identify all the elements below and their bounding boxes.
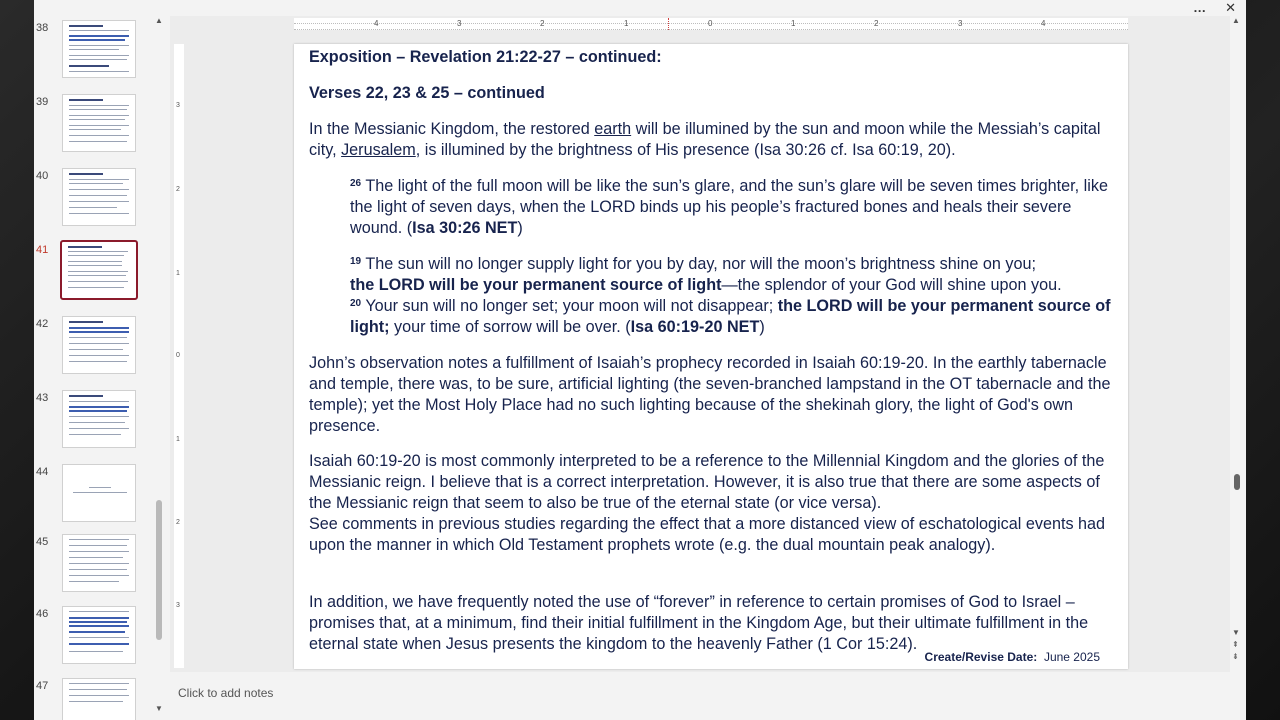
slide-subtitle[interactable]: Verses 22, 23 & 25 – continued (309, 84, 545, 102)
thumbnail-image[interactable] (62, 390, 136, 448)
thumbnail-image[interactable] (62, 168, 136, 226)
ruler-tick: 2 (176, 186, 180, 193)
ruler-tick: 1 (176, 270, 180, 277)
scroll-up-icon[interactable]: ▲ (1232, 16, 1240, 25)
scroll-down-icon[interactable]: ▼ (155, 704, 163, 713)
notes-pane[interactable] (170, 672, 1230, 720)
link-earth[interactable]: earth (594, 120, 632, 138)
window-controls (1166, 0, 1246, 16)
thumbnail-image[interactable] (62, 316, 136, 374)
thumbnail-number: 46 (36, 608, 49, 620)
paragraph-intro[interactable]: In the Messianic Kingdom, the restored earth will be illumined by the sun and moon while the Messiah’s capital city, Jerusalem, is illumined by the brightness of His presence (Isa 30:26 cf. Isa 60:19, 20). (309, 120, 1101, 159)
presentation-window (34, 0, 1246, 720)
ruler-tick: 3 (958, 19, 963, 28)
scroll-up-icon[interactable]: ▲ (155, 16, 163, 25)
ruler-tick: 1 (176, 436, 180, 443)
ruler-tick: 2 (874, 19, 879, 28)
prev-slide-icon[interactable]: ⇞ (1232, 640, 1239, 649)
thumbnail-number: 45 (36, 536, 49, 548)
ruler-tick: 1 (791, 19, 796, 28)
thumbnail-number: 39 (36, 96, 49, 108)
close-icon[interactable]: ✕ (1225, 0, 1236, 15)
quote-isa-60-19-20[interactable]: $^{19}$ The sun will no longer supply light for you by day, nor will the moon’s brightness shine on you; the LORD will be your permanent source of light—the splendor of your God will shine upon you. $^{20}$ Your sun will no longer set; your moon will not disappear; the LORD will be your permanent source of light; your time of sorrow will be over. (Isa 60:19-20 NET) (350, 255, 1111, 336)
quote-isa-30-26[interactable]: $^{26}$ The light of the full moon will be like the sun’s glare, and the sun’s glare will be seven times brighter, like the light of seven days, when the LORD binds up his people’s fractured bones and heals their severe wound. (Isa 30:26 NET) (350, 177, 1108, 237)
ruler-tick: 4 (1041, 19, 1046, 28)
ruler-tick: 3 (457, 19, 462, 28)
thumbnail-number: 41 (36, 244, 49, 256)
paragraph-isaiah-interpretation[interactable]: Isaiah 60:19-20 is most commonly interpreted to be a reference to the Millennial Kingdom and the glories of the Messianic reign. I believe that is a correct interpretation. However, it is also true that there are some aspects of the Messianic reign that seem to also be true of the eternal state (or vice versa). See comments in previous studies regarding the effect that a more distanced view of eschatological events had upon the manner in which Old Testament prophets wrote (e.g. the dual mountain peak analogy). (309, 452, 1106, 554)
thumbnail-number: 47 (36, 680, 49, 692)
editor-scrollbar[interactable] (1230, 16, 1246, 666)
ruler-tick: 2 (540, 19, 545, 28)
thumbnail-image[interactable] (62, 20, 136, 78)
horizontal-ruler (294, 18, 1128, 30)
notes-placeholder[interactable]: Click to add notes (178, 686, 274, 700)
thumbnail-number: 42 (36, 318, 49, 330)
thumbnail-slide-46[interactable] (34, 606, 170, 666)
thumbnail-slide-47[interactable] (34, 678, 170, 720)
thumbnail-image[interactable] (62, 606, 136, 664)
ruler-tick: 3 (176, 602, 180, 609)
thumbnail-image[interactable] (62, 464, 136, 522)
thumbnail-scroll-thumb[interactable] (156, 500, 162, 640)
scroll-down-icon[interactable]: ▼ (1232, 628, 1240, 637)
slide-editor (170, 16, 1230, 672)
ruler-tick: 0 (708, 19, 713, 28)
thumbnail-slide-45[interactable] (34, 534, 170, 594)
thumbnail-slide-44[interactable] (34, 464, 170, 524)
more-options-icon[interactable]: … (1193, 0, 1208, 15)
thumbnail-slide-40[interactable] (34, 168, 170, 228)
editor-scroll-thumb[interactable] (1234, 474, 1240, 490)
revise-date (925, 650, 1100, 664)
thumbnail-scrollbar[interactable] (154, 16, 164, 714)
thumbnail-number: 40 (36, 170, 49, 182)
thumbnail-slide-43[interactable] (34, 390, 170, 450)
thumbnail-slide-41[interactable] (34, 242, 170, 302)
ruler-tick: 1 (624, 19, 629, 28)
ruler-tick: 0 (176, 352, 180, 359)
thumbnail-image[interactable] (62, 534, 136, 592)
thumbnail-slide-39[interactable] (34, 94, 170, 154)
thumbnail-image-selected[interactable] (60, 240, 138, 300)
paragraph-forever[interactable]: In addition, we have frequently noted the use of “forever” in reference to certain promises of God to Israel – promises that, at a minimum, find their initial fulfillment in the Kingdom Age, but their ultimate fulfillment in the eternal state when Jesus presents the kingdom to the heavenly Father (1 Cor 15:24). (309, 593, 1089, 653)
ruler-tick: 2 (176, 519, 180, 526)
thumbnail-slide-38[interactable] (34, 20, 170, 80)
slide-canvas[interactable] (294, 44, 1128, 669)
revise-date-value: June 2025 (1043, 650, 1100, 664)
slide-thumbnail-panel[interactable] (34, 16, 170, 720)
revise-date-label: Create/Revise Date: (924, 650, 1038, 664)
thumbnail-image[interactable] (62, 678, 136, 720)
thumbnail-image[interactable] (62, 94, 136, 152)
thumbnail-slide-42[interactable] (34, 316, 170, 376)
ruler-tick: 4 (374, 19, 379, 28)
slide-title[interactable]: Exposition – Revelation 21:22-27 – continued: (309, 48, 662, 66)
thumbnail-number: 38 (36, 22, 49, 34)
paragraph-johns-observation[interactable]: John’s observation notes a fulfillment of Isaiah’s prophecy recorded in Isaiah 60:19-20. In the earthly tabernacle and temple, there was, to be sure, artificial lighting (the seven-branched lampstand in the OT tabernacle and the temple); yet the Most Holy Place had no such lighting because of the shekinah glory, the light of God's own presence. (309, 354, 1111, 435)
thumbnail-number: 44 (36, 466, 49, 478)
link-jerusalem[interactable]: Jerusalem (341, 141, 416, 159)
ruler-tick: 3 (176, 102, 180, 109)
next-slide-icon[interactable]: ⇟ (1232, 652, 1239, 661)
vertical-ruler (174, 44, 184, 668)
thumbnail-number: 43 (36, 392, 49, 404)
